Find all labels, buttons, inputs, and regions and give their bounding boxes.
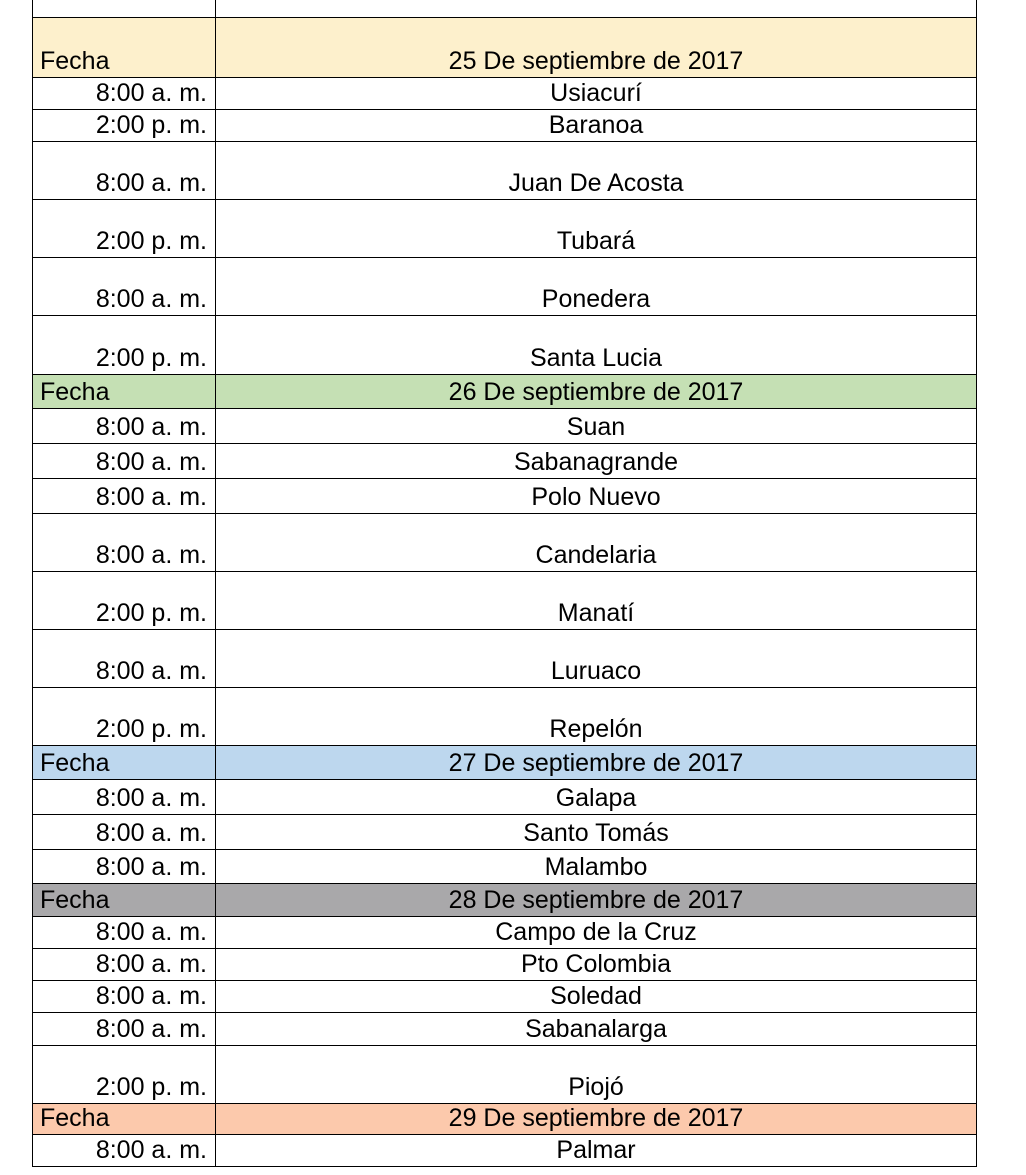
blank-cell xyxy=(216,0,976,17)
place-cell: Pto Colombia xyxy=(520,950,672,978)
place-cell: Suan xyxy=(566,413,626,441)
schedule-row xyxy=(32,514,977,572)
place-cell: Santa Lucia xyxy=(529,344,663,372)
place-cell: Juan De Acosta xyxy=(508,169,684,197)
place-cell: Manatí xyxy=(557,599,635,627)
date-header-row xyxy=(32,884,977,917)
date-header-row xyxy=(32,18,977,78)
fecha-label: Fecha xyxy=(33,746,216,779)
schedule-row xyxy=(32,1135,977,1167)
fecha-label: Fecha xyxy=(33,1104,216,1134)
place-cell: Palmar xyxy=(556,1136,636,1164)
schedule-row xyxy=(32,688,977,746)
time-cell: 8:00 a. m. xyxy=(33,850,216,883)
place-cell: Campo de la Cruz xyxy=(495,918,697,946)
time-cell: 8:00 a. m. xyxy=(33,1135,216,1166)
schedule-row xyxy=(32,142,977,200)
time-cell: 2:00 p. m. xyxy=(33,688,216,745)
place-cell: Piojó xyxy=(568,1073,624,1101)
date-title: 26 De septiembre de 2017 xyxy=(448,378,744,406)
time-cell: 8:00 a. m. xyxy=(33,917,216,948)
date-title: 28 De septiembre de 2017 xyxy=(448,886,744,914)
date-header-row xyxy=(32,375,977,409)
date-title: 29 De septiembre de 2017 xyxy=(448,1104,744,1132)
fecha-label: Fecha xyxy=(33,18,216,77)
time-cell: 8:00 a. m. xyxy=(33,142,216,199)
schedule-row xyxy=(32,409,977,444)
schedule-row xyxy=(32,110,977,142)
place-cell: Usiacurí xyxy=(550,79,642,107)
schedule-row xyxy=(32,630,977,688)
schedule-row xyxy=(32,815,977,850)
schedule-row xyxy=(32,78,977,110)
place-cell: Soledad xyxy=(550,982,642,1010)
schedule-row xyxy=(32,572,977,630)
place-cell: Sabanagrande xyxy=(513,448,679,476)
date-title: 25 De septiembre de 2017 xyxy=(448,47,744,75)
schedule-row xyxy=(32,258,977,316)
schedule-row xyxy=(32,444,977,479)
schedule-row xyxy=(32,917,977,949)
place-cell: Sabanalarga xyxy=(525,1015,667,1043)
schedule-row xyxy=(32,850,977,884)
schedule-row xyxy=(32,780,977,815)
time-cell: 8:00 a. m. xyxy=(33,1013,216,1045)
time-cell: 8:00 a. m. xyxy=(33,780,216,814)
date-header-row xyxy=(32,746,977,780)
schedule-row xyxy=(32,316,977,375)
time-cell: 8:00 a. m. xyxy=(33,78,216,109)
time-cell: 2:00 p. m. xyxy=(33,572,216,629)
schedule-row xyxy=(32,981,977,1013)
time-cell: 2:00 p. m. xyxy=(33,110,216,141)
place-cell: Polo Nuevo xyxy=(531,483,661,511)
time-cell: 8:00 a. m. xyxy=(33,949,216,980)
place-cell: Galapa xyxy=(555,784,637,812)
fecha-label: Fecha xyxy=(33,884,216,916)
time-cell: 8:00 a. m. xyxy=(33,514,216,571)
time-cell: 8:00 a. m. xyxy=(33,409,216,443)
date-header-row xyxy=(32,1104,977,1135)
place-cell: Malambo xyxy=(544,853,648,881)
time-cell: 8:00 a. m. xyxy=(33,444,216,478)
schedule-row xyxy=(32,479,977,514)
schedule-row xyxy=(32,200,977,258)
place-cell: Santo Tomás xyxy=(523,819,669,847)
time-cell: 8:00 a. m. xyxy=(33,981,216,1012)
time-cell: 8:00 a. m. xyxy=(33,815,216,849)
time-cell: 8:00 a. m. xyxy=(33,479,216,513)
place-cell: Ponedera xyxy=(541,285,651,313)
schedule-table xyxy=(32,0,977,1167)
schedule-row xyxy=(32,1013,977,1046)
time-cell: 8:00 a. m. xyxy=(33,258,216,315)
schedule-row xyxy=(32,1046,977,1104)
time-cell: 2:00 p. m. xyxy=(33,316,216,374)
blank-cell xyxy=(33,0,216,17)
date-title: 27 De septiembre de 2017 xyxy=(448,749,744,777)
place-cell: Repelón xyxy=(549,715,643,743)
blank-row xyxy=(32,0,977,18)
time-cell: 8:00 a. m. xyxy=(33,630,216,687)
time-cell: 2:00 p. m. xyxy=(33,1046,216,1103)
time-cell: 2:00 p. m. xyxy=(33,200,216,257)
place-cell: Luruaco xyxy=(550,657,642,685)
place-cell: Tubará xyxy=(556,227,636,255)
place-cell: Candelaria xyxy=(535,541,657,569)
place-cell: Baranoa xyxy=(548,111,644,139)
schedule-row xyxy=(32,949,977,981)
fecha-label: Fecha xyxy=(33,375,216,408)
